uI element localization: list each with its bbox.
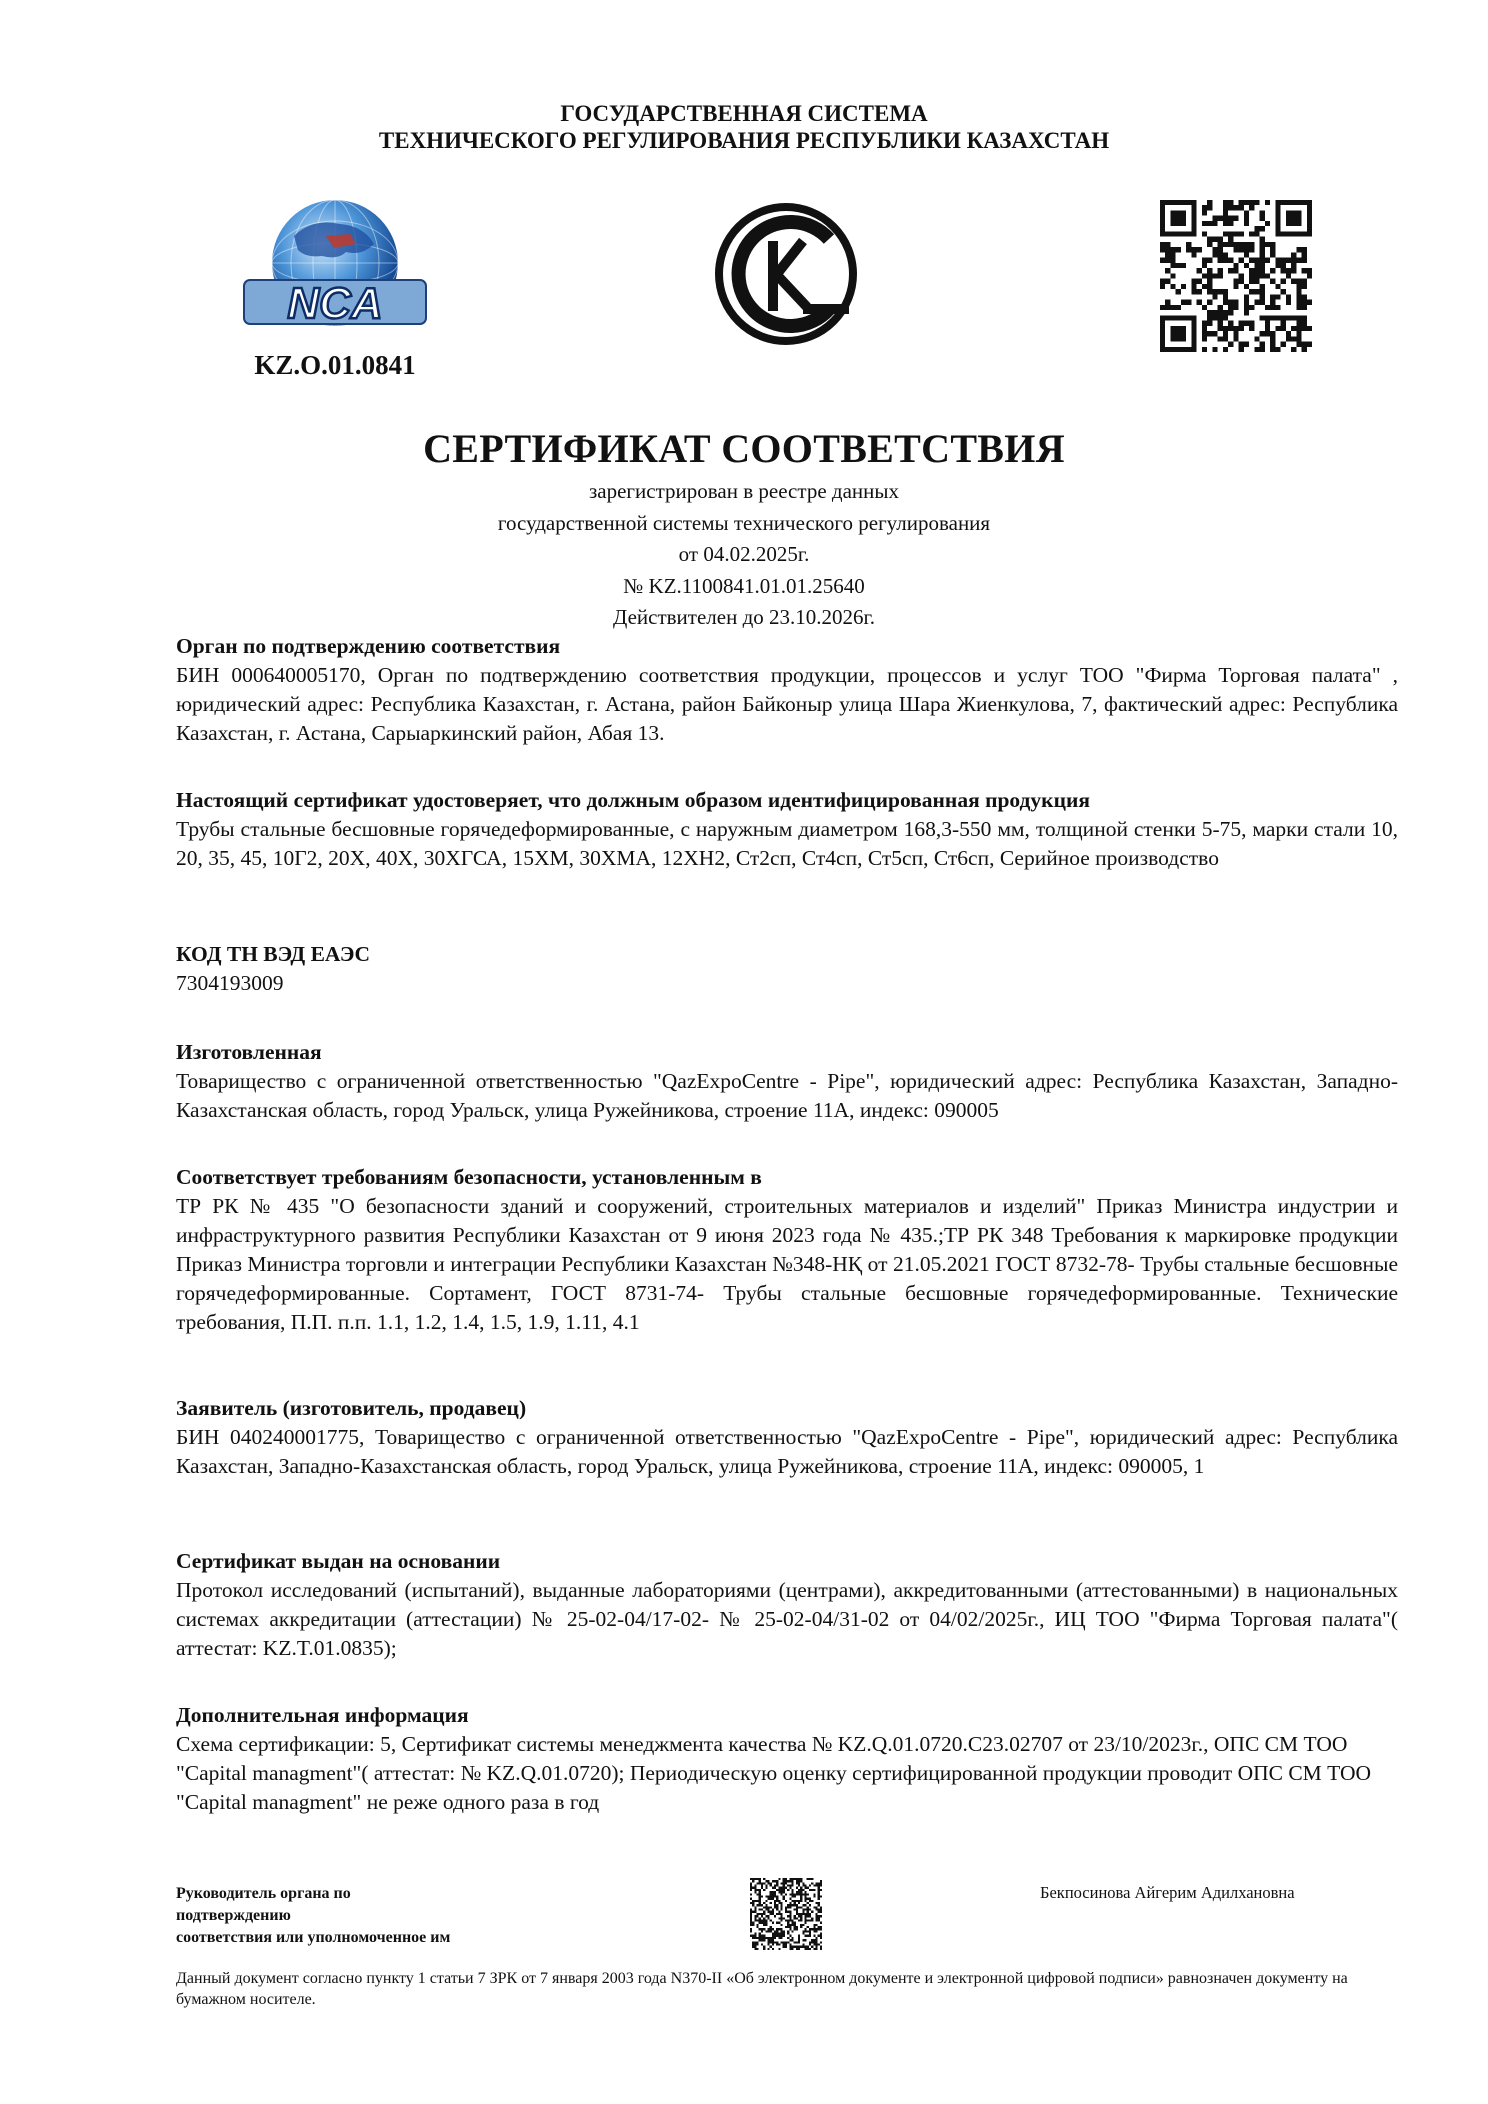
nca-accreditation-id: KZ.O.01.0841 — [254, 350, 416, 380]
section-manufacturer — [176, 1037, 1398, 1125]
registration-line-2: государственной системы технического регулирования — [497, 510, 991, 535]
signature-qr-icon — [750, 1878, 822, 1950]
header-line-2: ТЕХНИЧЕСКОГО РЕГУЛИРОВАНИЯ РЕСПУБЛИКИ КАЗАХСТАН — [378, 128, 1110, 153]
section-heading: КОД ТН ВЭД ЕАЭС — [176, 942, 371, 966]
section-heading: Настоящий сертификат удостоверяет, что должным образом идентифицированная продукция — [176, 788, 1090, 812]
conformity-mark-logo — [711, 199, 861, 349]
signature-label-line-2: подтверждению — [176, 1907, 291, 1924]
registration-date: от 04.02.2025г. — [678, 542, 810, 566]
qr-code-icon — [1160, 200, 1312, 352]
section-body: 7304193009 — [176, 971, 284, 995]
section-product — [176, 785, 1398, 873]
section-heading: Изготовленная — [176, 1040, 322, 1064]
section-certification-body — [176, 631, 1398, 748]
nca-logo-text: NCA — [287, 279, 383, 328]
section-body: Товарищество с ограниченной ответственностью "QazExpoCentre - Pipe", юридический адрес: Республика Казахстан, Западно-Казахстанская область, город Уральск, улица Ружейникова, строение 11А, индекс: 090005 — [176, 1069, 1398, 1122]
legal-footer-note: Данный документ согласно пункту 1 статьи 7 ЗРК от 7 января 2003 года N370-II «Об электронном документе и электронной цифровой подписи» равнозначен документу на бумажном носителе. — [176, 1970, 1348, 2008]
section-body: БИН 000640005170, Орган по подтверждению соответствия продукции, процессов и услуг ТОО "Фирма Торговая палата" , юридический адрес: Республика Казахстан, г. Астана, район Байконыр улица Шара Жиенкулова, 7, фактический адрес: Республика Казахстан, г. Астана, Сарыаркинский район, Абая 13. — [176, 663, 1398, 745]
header-line-1: ГОСУДАРСТВЕННАЯ СИСТЕМА — [560, 101, 928, 126]
registration-line-1: зарегистрирован в реестре данных — [589, 479, 899, 503]
signature-label — [176, 1883, 450, 1949]
section-heading: Заявитель (изготовитель, продавец) — [176, 1396, 527, 1420]
section-body: Схема сертификации: 5, Сертификат системы менеджмента качества № KZ.Q.01.0720.C23.02707 от 23/10/2023г., ОПС СМ ТОО "Capital managment"( аттестат: № KZ.Q.01.0720); Периодическую оценку сертифицированной продукции проводит ОПС СМ ТОО "Capital managment" не реже одного раза в год — [176, 1732, 1372, 1814]
section-applicant — [176, 1393, 1398, 1481]
section-body: ТР РК № 435 "О безопасности зданий и сооружений, строительных материалов и изделий" Приказ Министра индустрии и инфраструктурного развития Республики Казахстан от 9 июня 2023 года № 435.;ТР РК 348 Требования к маркировке продукции Приказ Министра торговли и интеграции Республики Казахстан №348-НҚ от 21.05.2021 ГОСТ 8732-78- Трубы стальные бесшовные горячедеформированные. Сортамент, ГОСТ 8731-74- Трубы стальные бесшовные горячедеформированные. Технические требования, П.П. п.п. 1.1, 1.2, 1.4, 1.5, 1.9, 1.11, 4.1 — [176, 1194, 1398, 1334]
section-body: Протокол исследований (испытаний), выданные лабораториями (центрами), аккредитованными (аттестованными) в национальных системах аккредитации (аттестации) № 25-02-04/17-02- № 25-02-04/31-02 от 04/02/2025г., ИЦ ТОО "Фирма Торговая палата"( аттестат: KZ.T.01.0835); — [176, 1578, 1398, 1660]
section-body: Трубы стальные бесшовные горячедеформированные, с наружным диаметром 168,3-550 мм, толщиной стенки 5-75, марки стали 10, 20, 35, 45, 10Г2, 20Х, 40Х, 30ХГСА, 15ХМ, 30ХМА, 12ХН2, Ст2сп, Ст4сп, Ст5сп, Ст6сп, Серийное производство — [176, 817, 1398, 870]
section-tn-ved-code — [176, 939, 1398, 998]
registration-number: № KZ.1100841.01.01.25640 — [623, 573, 865, 598]
section-issued-basis — [176, 1546, 1398, 1663]
certificate-title: СЕРТИФИКАТ СООТВЕТСТВИЯ — [423, 426, 1065, 471]
section-heading: Соответствует требованиям безопасности, установленным в — [176, 1165, 762, 1189]
signature-label-line-3: соответствия или уполномоченное им — [176, 1929, 451, 1946]
section-additional-info — [176, 1700, 1398, 1817]
section-body: БИН 040240001775, Товарищество с ограниченной ответственностью "QazExpoCentre - Pipe", юридический адрес: Республика Казахстан, Западно-Казахстанская область, город Уральск, улица Ружейникова, строение 11А, индекс: 090005, 1 — [176, 1425, 1398, 1478]
validity-date: Действителен до 23.10.2026г. — [612, 605, 875, 629]
section-heading: Орган по подтверждению соответствия — [176, 634, 561, 658]
registration-info — [0, 476, 1488, 634]
section-heading: Сертификат выдан на основании — [176, 1549, 501, 1573]
header — [0, 100, 1488, 154]
nca-globe-logo — [242, 196, 428, 346]
signature-label-line-1: Руководитель органа по — [176, 1885, 351, 1902]
section-heading: Дополнительная информация — [176, 1703, 469, 1727]
signer-name: Бекпосинова Айгерим Адилхановна — [1040, 1883, 1295, 1902]
section-safety-requirements — [176, 1162, 1398, 1337]
